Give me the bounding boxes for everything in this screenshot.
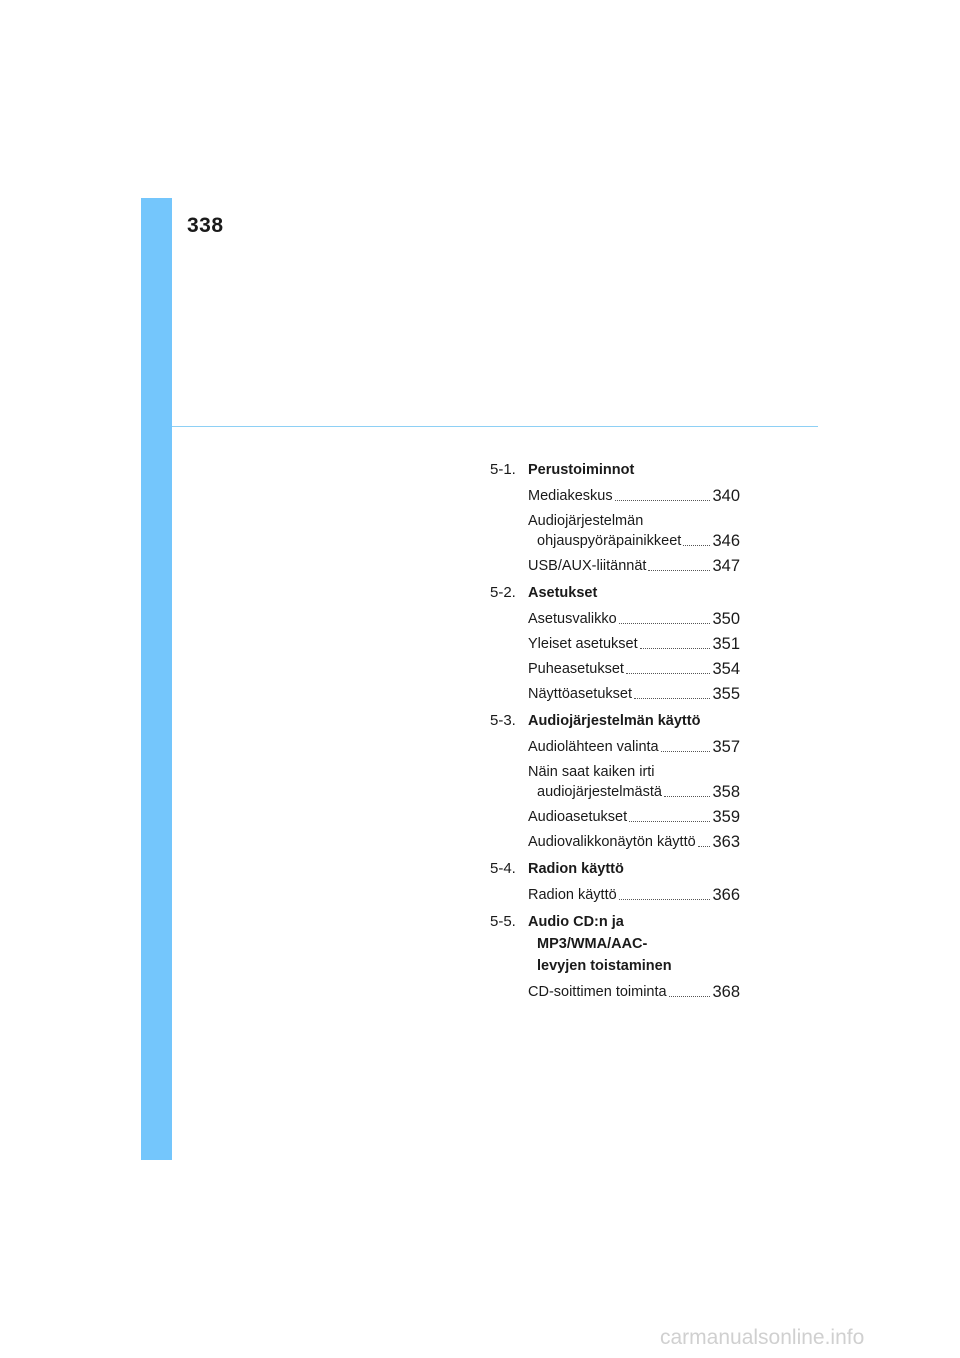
section-title-line: Perustoiminnot xyxy=(528,462,635,478)
entry-title xyxy=(528,762,662,802)
entry-title-line: Yleiset asetukset xyxy=(528,636,638,652)
section-heading[interactable] xyxy=(490,710,740,732)
entry-page-number: 340 xyxy=(712,487,740,505)
entry-page-number: 354 xyxy=(712,660,740,678)
section-title-line: Asetukset xyxy=(528,585,598,601)
toc-entry[interactable] xyxy=(528,762,740,802)
section-number: 5-4. xyxy=(490,860,516,877)
entry-page-number: 351 xyxy=(712,635,740,653)
section-title xyxy=(528,582,740,604)
entry-page-number: 350 xyxy=(712,610,740,628)
entry-page-number: 366 xyxy=(712,886,740,904)
entry-title-line: Audiolähteen valinta xyxy=(528,739,659,755)
dot-leader xyxy=(615,500,711,501)
watermark: carmanualsonline.info xyxy=(660,1326,865,1349)
dot-leader xyxy=(698,846,711,847)
entry-page-number: 346 xyxy=(712,532,740,550)
entry-title xyxy=(528,885,617,905)
section-number: 5-2. xyxy=(490,584,516,601)
section-title-line: Audio CD:n ja xyxy=(528,914,624,930)
entry-title-line: Radion käyttö xyxy=(528,887,617,903)
toc-entry[interactable] xyxy=(528,634,740,654)
entry-title xyxy=(528,486,613,506)
dot-leader xyxy=(626,673,711,674)
section-heading[interactable] xyxy=(490,459,740,481)
entry-title xyxy=(528,634,638,654)
entry-page-number: 347 xyxy=(712,557,740,575)
toc-entry[interactable] xyxy=(528,832,740,852)
section-number: 5-1. xyxy=(490,461,516,478)
entry-title-line: ohjauspyöräpainikkeet xyxy=(537,533,682,549)
entry-title xyxy=(528,659,624,679)
section-title-line: Audiojärjestelmän käyttö xyxy=(528,713,701,729)
toc-entry[interactable] xyxy=(528,684,740,704)
entry-title xyxy=(528,982,667,1002)
entry-title-line: Asetusvalikko xyxy=(528,611,617,627)
toc-section xyxy=(490,459,740,576)
toc-entry[interactable] xyxy=(528,885,740,905)
dot-leader xyxy=(640,648,711,649)
toc-section xyxy=(490,582,740,704)
section-heading[interactable] xyxy=(490,911,740,977)
toc-entry[interactable] xyxy=(528,609,740,629)
chapter-tab-bar xyxy=(141,198,172,1160)
entry-title-line: audiojärjestelmästä xyxy=(537,784,662,800)
toc-section xyxy=(490,911,740,1002)
table-of-contents xyxy=(490,459,740,1008)
entry-title-line: Puheasetukset xyxy=(528,661,624,677)
entry-page-number: 355 xyxy=(712,685,740,703)
entry-page-number: 363 xyxy=(712,833,740,851)
toc-entry[interactable] xyxy=(528,807,740,827)
toc-section xyxy=(490,858,740,905)
section-title xyxy=(528,459,740,481)
section-heading[interactable] xyxy=(490,858,740,880)
toc-entry[interactable] xyxy=(528,982,740,1002)
dot-leader xyxy=(664,796,711,797)
section-title-line: Radion käyttö xyxy=(528,861,624,877)
entry-title-line: Audiojärjestelmän xyxy=(528,513,644,529)
entry-title-line: Näyttöasetukset xyxy=(528,686,632,702)
section-title-line: levyjen toistaminen xyxy=(537,958,672,974)
page-number: 338 xyxy=(187,214,224,237)
entry-title xyxy=(528,807,627,827)
toc-entry[interactable] xyxy=(528,737,740,757)
entry-page-number: 368 xyxy=(712,983,740,1001)
toc-entry[interactable] xyxy=(528,556,740,576)
dot-leader xyxy=(619,899,711,900)
entry-title xyxy=(528,737,659,757)
entry-title xyxy=(528,684,632,704)
toc-entry[interactable] xyxy=(528,659,740,679)
entry-title xyxy=(528,832,696,852)
entry-title xyxy=(528,556,646,576)
dot-leader xyxy=(661,751,711,752)
section-number: 5-5. xyxy=(490,913,516,930)
section-number: 5-3. xyxy=(490,712,516,729)
entry-title-line: Audioasetukset xyxy=(528,809,628,825)
dot-leader xyxy=(648,570,710,571)
entry-title-line: CD-soittimen toiminta xyxy=(528,984,667,1000)
entry-title-line: Audiovalikkonäytön käyttö xyxy=(528,834,696,850)
entry-title xyxy=(528,609,617,629)
section-title-line: MP3/WMA/AAC- xyxy=(537,936,648,952)
entry-title xyxy=(528,511,681,551)
entry-page-number: 358 xyxy=(712,783,740,801)
entry-page-number: 359 xyxy=(712,808,740,826)
entry-title-line: Mediakeskus xyxy=(528,488,613,504)
dot-leader xyxy=(669,996,711,997)
section-heading[interactable] xyxy=(490,582,740,604)
toc-section xyxy=(490,710,740,852)
entry-page-number: 357 xyxy=(712,738,740,756)
dot-leader xyxy=(683,545,710,546)
dot-leader xyxy=(634,698,710,699)
dot-leader xyxy=(629,821,710,822)
entry-title-line: Näin saat kaiken irti xyxy=(528,764,655,780)
toc-entry[interactable] xyxy=(528,486,740,506)
entry-title-line: USB/AUX-liitännät xyxy=(528,558,647,574)
dot-leader xyxy=(619,623,711,624)
section-title xyxy=(528,911,740,977)
section-title xyxy=(528,858,740,880)
header-divider xyxy=(172,426,818,427)
section-title xyxy=(528,710,740,732)
toc-entry[interactable] xyxy=(528,511,740,551)
